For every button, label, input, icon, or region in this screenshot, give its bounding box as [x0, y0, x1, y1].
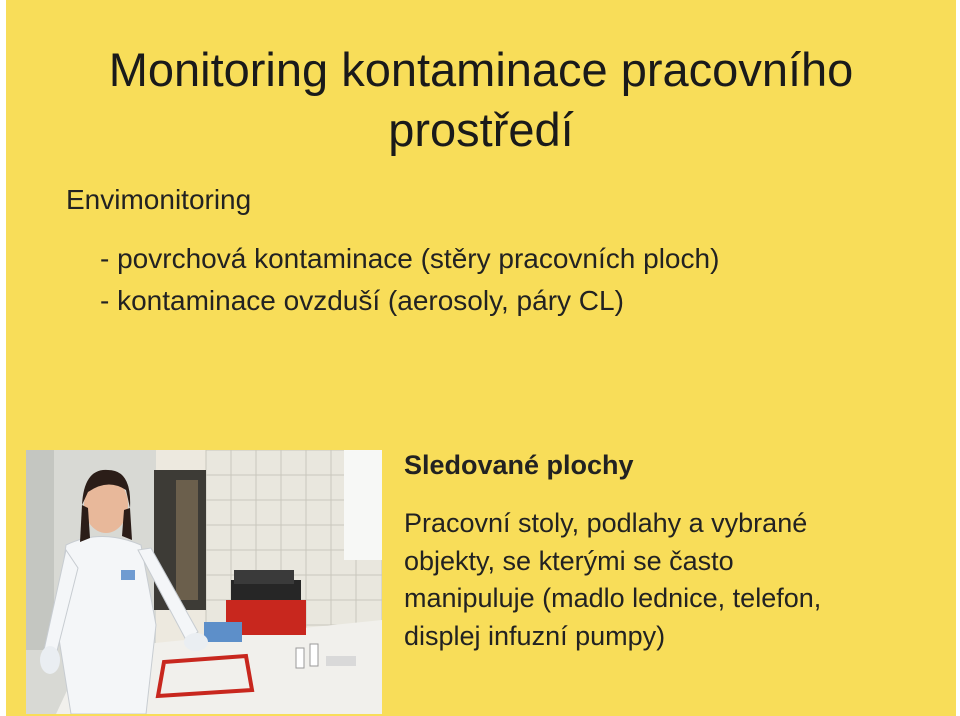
- section-label: Envimonitoring: [66, 184, 252, 215]
- body-line-1: Pracovní stoly, podlahy a vybrané: [404, 508, 808, 538]
- slide-title: [6, 40, 956, 160]
- right-panel-body: [404, 505, 944, 655]
- bullet-item-air: - kontaminace ovzduší (aerosoly, páry CL): [100, 280, 719, 322]
- body-line-3: manipuluje (madlo lednice, telefon,: [404, 583, 822, 613]
- slide-title-line-2: prostředí: [388, 103, 574, 156]
- right-panel-heading: Sledované plochy: [404, 450, 634, 480]
- body-line-4: displej infuzní pumpy): [404, 620, 666, 651]
- slide-title-line-1: Monitoring kontaminace pracovního: [108, 43, 854, 96]
- bullet-item-surface: - povrchová kontaminace (stěry pracovních ploch): [100, 238, 719, 280]
- body-line-2: objekty, se kterými se často: [404, 545, 734, 576]
- bullet-list: [100, 238, 719, 322]
- nurse-wiping-workbench-photo: [26, 450, 382, 714]
